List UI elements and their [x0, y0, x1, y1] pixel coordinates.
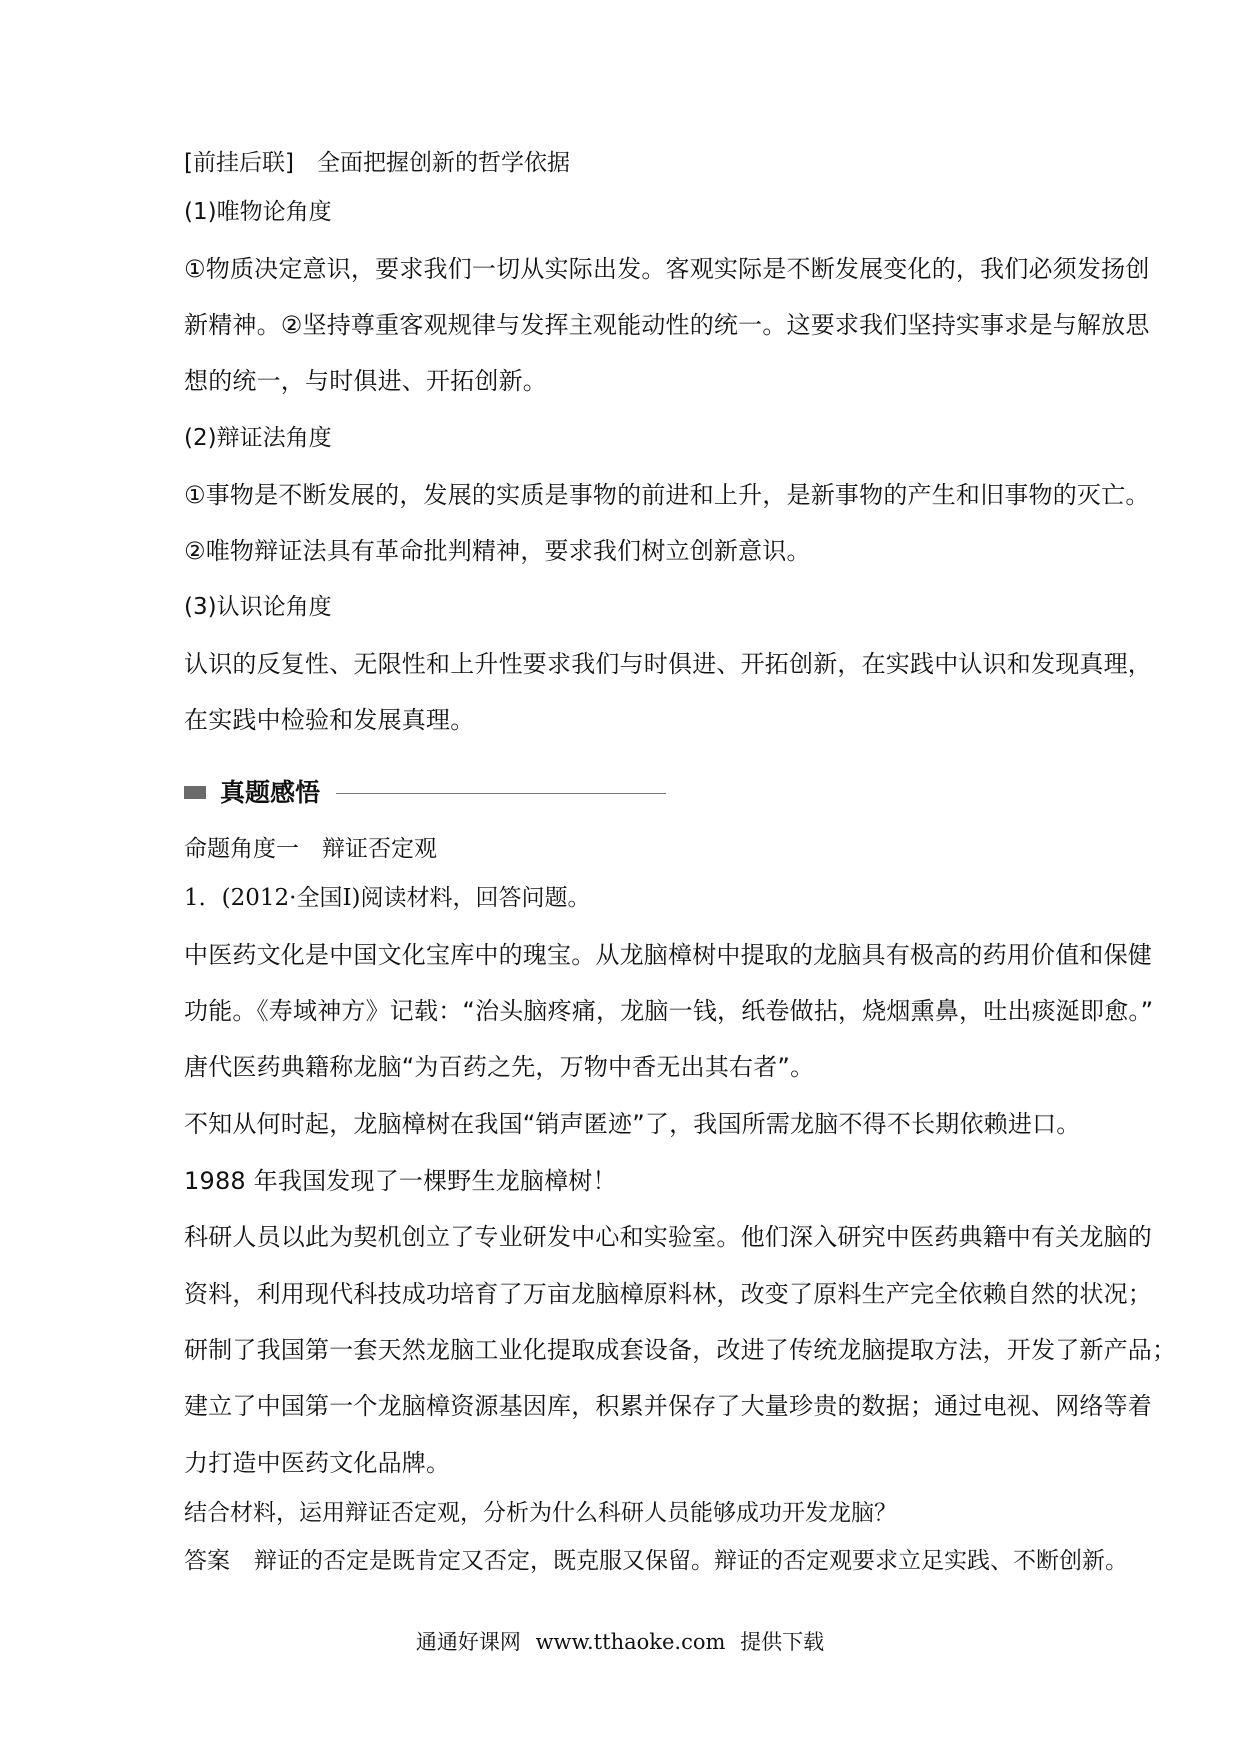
- question-angle: 命题角度一 辩证否定观: [184, 836, 437, 862]
- material-line: 研制了我国第一套天然龙脑工业化提取成套设备，改进了传统龙脑提取方法，开发了新产品；: [184, 1336, 1177, 1364]
- footer-note: 提供下载: [740, 1630, 825, 1654]
- answer-text: 辩证的否定是既肯定又否定，既克服又保留。辩证的否定观要求立足实践、不断创新。: [254, 1548, 1128, 1574]
- section-divider: [336, 793, 666, 794]
- material-line: 不知从何时起，龙脑樟树在我国“销声匿迹”了，我国所需龙脑不得不长期依赖进口。: [184, 1110, 1081, 1138]
- material-line: 1988 年我国发现了一棵野生龙脑樟树！: [184, 1167, 617, 1195]
- subsection-title-dialectics: (2)辩证法角度: [184, 425, 332, 451]
- question-stem: 1．(2012·全国Ⅰ)阅读材料，回答问题。: [184, 885, 591, 911]
- section-title: 真题感悟: [220, 778, 321, 807]
- material-line: 资料，利用现代科技成功培育了万亩龙脑樟原料林，改变了原料生产完全依赖自然的状况；: [184, 1280, 1152, 1308]
- paragraph-line: 在实践中检验和发展真理。: [184, 706, 475, 734]
- paragraph-line: ②唯物辩证法具有革命批判精神，要求我们树立创新意识。: [184, 537, 811, 565]
- material-line: 科研人员以此为契机创立了专业研发中心和实验室。他们深入研究中医药典籍中有关龙脑的: [184, 1223, 1152, 1251]
- paragraph-line: 想的统一，与时俱进、开拓创新。: [184, 367, 547, 395]
- subsection-title-epistemology: (3)认识论角度: [184, 594, 332, 620]
- section-header: [184, 776, 684, 810]
- paragraph-line: 认识的反复性、无限性和上升性要求我们与时俱进、开拓创新，在实践中认识和发现真理，: [184, 650, 1152, 678]
- material-line: 建立了中国第一个龙脑樟资源基因库，积累并保存了大量珍贵的数据；通过电视、网络等着: [184, 1392, 1152, 1420]
- subsection-title-materialism: (1)唯物论角度: [184, 199, 332, 225]
- paragraph-line: ①事物是不断发展的，发展的实质是事物的前进和上升，是新事物的产生和旧事物的灭亡。: [184, 481, 1150, 509]
- answer-line: [184, 1546, 1128, 1576]
- material-line: 力打造中医药文化品牌。: [184, 1449, 451, 1477]
- material-line: 中医药文化是中国文化宝库中的瑰宝。从龙脑樟树中提取的龙脑具有极高的药用价值和保健: [184, 941, 1152, 969]
- block-header: [前挂后联] 全面把握创新的哲学依据: [184, 150, 570, 176]
- section-marker: [184, 786, 206, 799]
- question-prompt: 结合材料，运用辩证否定观，分析为什么科研人员能够成功开发龙脑？: [184, 1500, 897, 1526]
- footer-url[interactable]: www.tthaoke.com: [535, 1630, 726, 1654]
- paragraph-line: ①物质决定意识，要求我们一切从实际出发。客观实际是不断发展变化的，我们必须发扬创: [184, 255, 1150, 283]
- page-footer: [0, 1628, 1240, 1656]
- material-line: 唐代医药典籍称龙脑“为百药之先，万物中香无出其右者”。: [184, 1053, 815, 1081]
- paragraph-line: 新精神。②坚持尊重客观规律与发挥主观能动性的统一。这要求我们坚持实事求是与解放思: [184, 311, 1150, 339]
- material-line: 功能。《寿域神方》记载：“治头脑疼痛，龙脑一钱，纸卷做拈，烧烟熏鼻，吐出痰涎即愈。”: [184, 997, 1154, 1025]
- footer-site-name: 通通好课网: [415, 1630, 521, 1654]
- answer-label: 答案: [184, 1548, 230, 1574]
